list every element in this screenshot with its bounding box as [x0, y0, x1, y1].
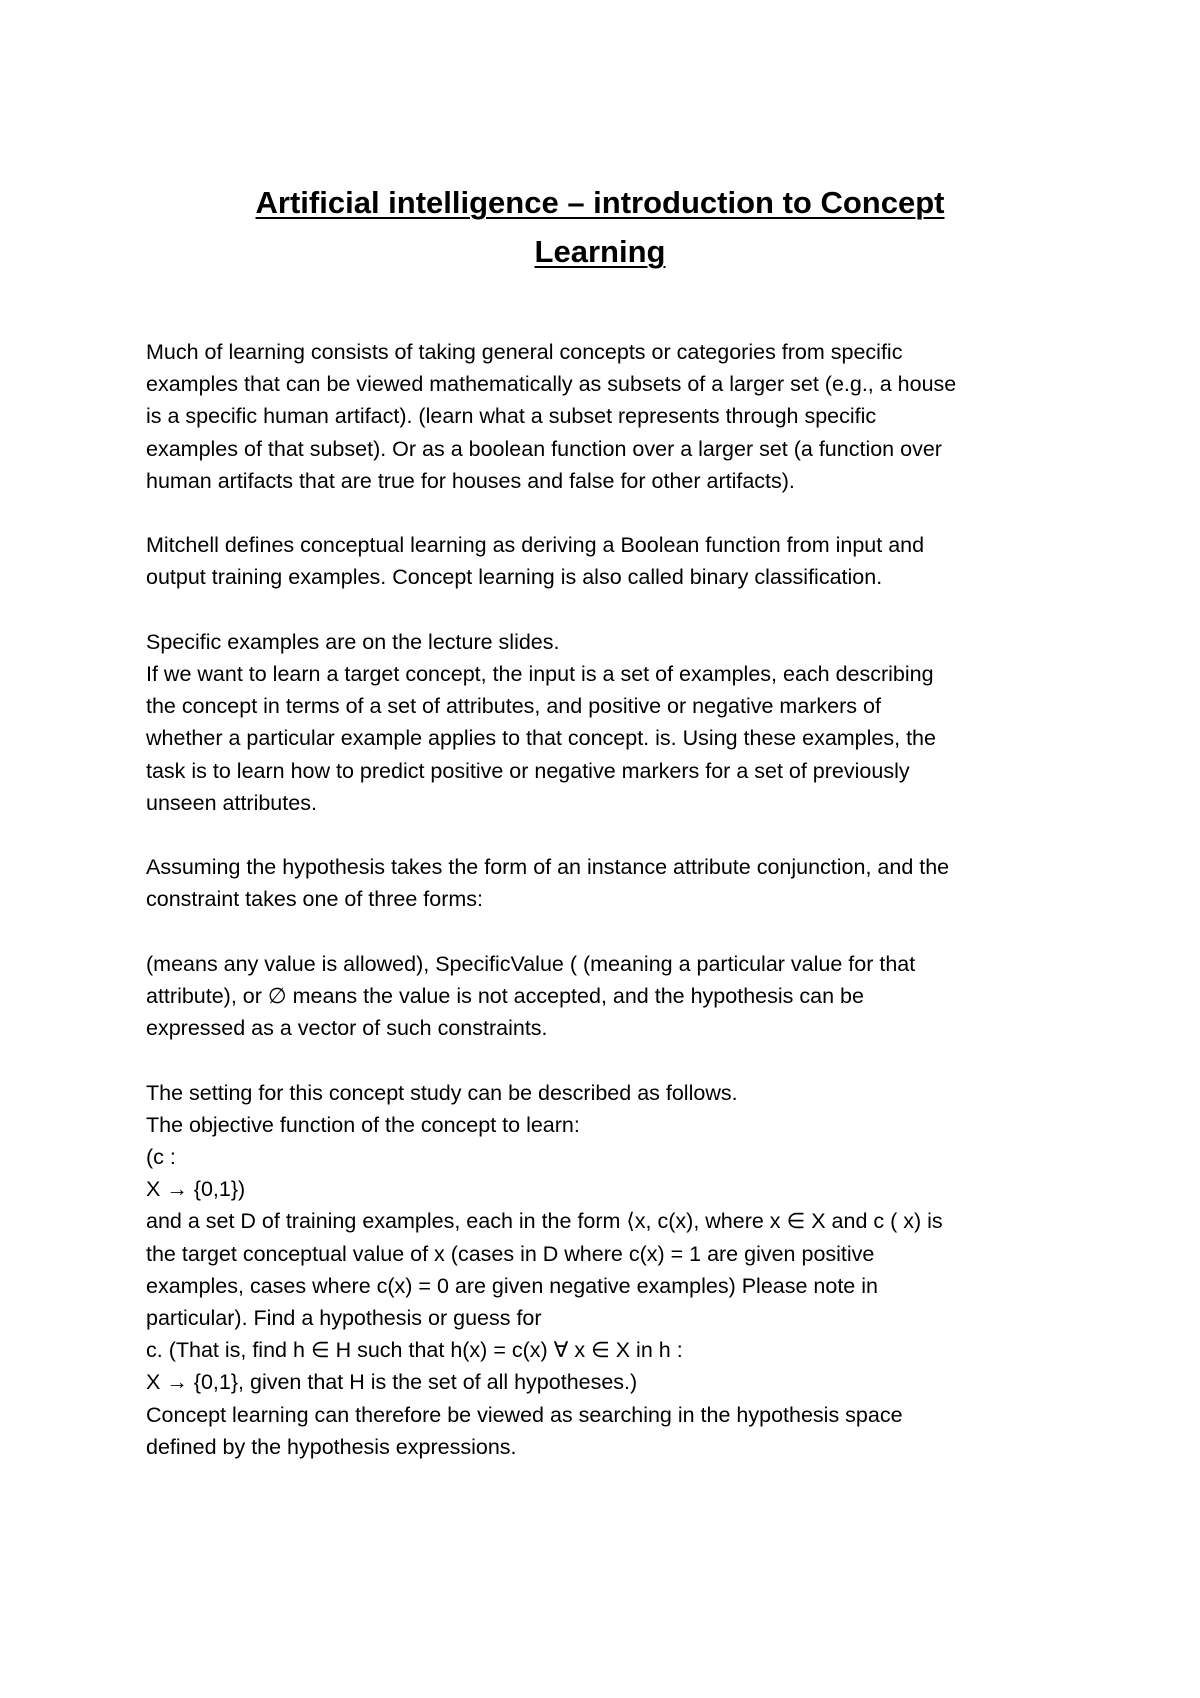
document-body: [146, 336, 1086, 1495]
text-line: Much of learning consists of taking general concepts or categories from specific: [146, 340, 903, 364]
text-line: and a set D of training examples, each in the form ⟨x, c(x), where x ∈ X and c ( x) is: [146, 1209, 943, 1234]
text-line: The objective function of the concept to learn:: [146, 1112, 580, 1137]
text-line: (means any value is allowed), SpecificValue ( (meaning a particular value for that: [146, 951, 916, 976]
text-line: output training examples. Concept learning is also called binary classification.: [146, 565, 883, 590]
text-line: Assuming the hypothesis takes the form of an instance attribute conjunction, and the: [146, 855, 950, 880]
paragraph-constraints: [146, 948, 1086, 1045]
text-line: task is to learn how to predict positive or negative markers for a set of previously: [146, 758, 910, 783]
text-line: expressed as a vector of such constraints.: [146, 1016, 548, 1041]
paragraph-intro: [146, 336, 1086, 497]
text-line: particular). Find a hypothesis or guess for: [146, 1306, 542, 1331]
text-line: c. (That is, find h ∈ H such that h(x) = c(x) ∀ x ∈ X in h :: [146, 1338, 683, 1363]
text-line: defined by the hypothesis expressions.: [146, 1434, 517, 1459]
text-line: Mitchell defines conceptual learning as deriving a Boolean function from input and: [146, 533, 925, 558]
text-line: Specific examples are on the lecture slides.: [146, 629, 560, 654]
text-line: The setting for this concept study can be described as follows.: [146, 1080, 738, 1105]
text-line: If we want to learn a target concept, the input is a set of examples, each describing: [146, 662, 934, 686]
paragraph-examples: [146, 626, 1086, 819]
document-title: [0, 178, 1200, 276]
text-line: X → {0,1}): [146, 1177, 246, 1202]
text-line: whether a particular example applies to that concept. is. Using these examples, the: [146, 726, 936, 751]
text-line: constraint takes one of three forms:: [146, 887, 483, 912]
text-line: (c :: [146, 1145, 176, 1169]
text-line: unseen attributes.: [146, 790, 317, 815]
paragraph-hypothesis: [146, 851, 1086, 915]
text-line: examples that can be viewed mathematically as subsets of a larger set (e.g., a house: [146, 372, 957, 397]
title-line-1: Artificial intelligence – introduction to Concept: [255, 185, 945, 220]
text-line: the concept in terms of a set of attributes, and positive or negative markers of: [146, 694, 881, 719]
text-line: attribute), or ∅ means the value is not accepted, and the hypothesis can be: [146, 984, 864, 1008]
text-line: the target conceptual value of x (cases in D where c(x) = 1 are given positive: [146, 1241, 875, 1266]
text-line: is a specific human artifact). (learn what a subset represents through specific: [146, 404, 877, 429]
title-line-2: Learning: [534, 234, 666, 269]
text-line: X → {0,1}, given that H is the set of all hypotheses.): [146, 1370, 638, 1395]
text-line: examples of that subset). Or as a boolean function over a larger set (a function over: [146, 436, 942, 461]
text-line: human artifacts that are true for houses and false for other artifacts).: [146, 468, 795, 493]
paragraph-setting: [146, 1077, 1086, 1463]
text-line: Concept learning can therefore be viewed as searching in the hypothesis space: [146, 1402, 903, 1427]
text-line: examples, cases where c(x) = 0 are given negative examples) Please note in: [146, 1273, 878, 1298]
paragraph-mitchell: [146, 529, 1086, 593]
